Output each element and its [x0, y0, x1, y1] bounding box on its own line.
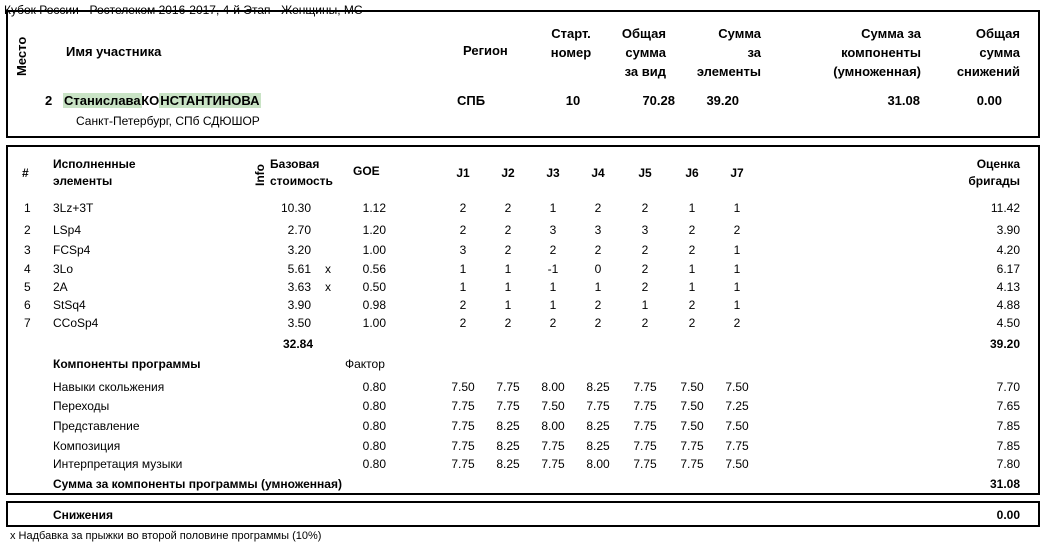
- element-judge-score: 1: [733, 280, 741, 294]
- element-judge-score: 2: [594, 316, 602, 330]
- element-goe: 0.50: [362, 280, 386, 294]
- element-judge-score: 1: [733, 262, 741, 276]
- element-judge-score: 1: [504, 280, 512, 294]
- element-judge-score: 2: [641, 280, 649, 294]
- element-name: StSq4: [53, 298, 86, 312]
- component-judge-score: 7.75: [496, 380, 520, 394]
- component-judge-score: 7.50: [725, 380, 749, 394]
- element-name: FCSp4: [53, 243, 91, 257]
- element-number: 5: [24, 280, 31, 294]
- element-judge-score: 2: [504, 201, 512, 215]
- component-panel-score: 7.85: [996, 439, 1020, 453]
- component-panel-score: 7.85: [996, 419, 1020, 433]
- element-judge-score: 2: [594, 243, 602, 257]
- element-judge-score: 2: [504, 223, 512, 237]
- panel-header: Оценка бригады: [968, 157, 1020, 188]
- judge-header-7: J7: [730, 166, 744, 180]
- element-judge-score: 1: [459, 262, 467, 276]
- component-judge-score: 8.00: [541, 380, 565, 394]
- element-panel-score: 4.88: [996, 298, 1020, 312]
- component-judge-score: 7.75: [541, 457, 565, 471]
- component-judge-score: 7.75: [633, 399, 657, 413]
- element-base: 2.70: [287, 223, 311, 237]
- component-judge-score: 7.75: [633, 380, 657, 394]
- judge-header-5: J5: [638, 166, 652, 180]
- component-judge-score: 8.25: [496, 419, 520, 433]
- element-goe: 1.00: [362, 243, 386, 257]
- element-judge-score: 2: [549, 316, 557, 330]
- component-judge-score: 7.50: [451, 380, 475, 394]
- component-judge-score: 8.25: [586, 380, 610, 394]
- judge-header-3: J3: [546, 166, 560, 180]
- element-judge-score: 1: [549, 201, 557, 215]
- deductions-header: Общая сумма снижений: [956, 26, 1020, 79]
- judge-header-6: J6: [685, 166, 699, 180]
- footnote: x Надбавка за прыжки во второй половине программы (10%): [10, 530, 322, 542]
- component-name: Интерпретация музыки: [53, 457, 183, 471]
- element-judge-score: 2: [641, 201, 649, 215]
- component-judge-score: 7.75: [451, 399, 475, 413]
- component-judge-score: 7.75: [451, 419, 475, 433]
- element-info: x: [325, 262, 331, 276]
- component-name: Переходы: [53, 399, 110, 413]
- elements-sum-header: Сумма за элементы: [696, 26, 761, 79]
- element-info: x: [325, 280, 331, 294]
- element-base: 3.63: [287, 280, 311, 294]
- element-judge-score: 1: [549, 298, 557, 312]
- component-factor: 0.80: [362, 439, 386, 453]
- element-judge-score: 1: [733, 298, 741, 312]
- element-judge-score: 2: [733, 316, 741, 330]
- page-title: Кубок России - Ростелеком 2016-2017, 4-й Этап - Женщины, МС: [4, 3, 363, 17]
- skater-last-name: НСТАНТИНОВА: [160, 93, 260, 108]
- skater-components: 31.08: [887, 93, 920, 108]
- element-panel-score: 11.42: [990, 201, 1020, 215]
- element-judge-score: 2: [688, 243, 696, 257]
- element-judge-score: 3: [594, 223, 602, 237]
- element-number: 3: [24, 243, 31, 257]
- goe-header: GOE: [353, 164, 380, 178]
- component-factor: 0.80: [362, 380, 386, 394]
- element-name: LSp4: [53, 223, 82, 237]
- element-judge-score: 2: [641, 316, 649, 330]
- skater-total: 70.28: [642, 93, 675, 108]
- element-judge-score: 2: [459, 316, 467, 330]
- name-header: Имя участника: [66, 44, 162, 59]
- component-judge-score: 7.75: [451, 457, 475, 471]
- component-name: Композиция: [53, 439, 121, 453]
- element-name: 2A: [53, 280, 68, 294]
- element-goe: 1.20: [362, 223, 386, 237]
- element-judge-score: 3: [549, 223, 557, 237]
- element-judge-score: 1: [688, 280, 696, 294]
- component-judge-score: 7.75: [633, 439, 657, 453]
- component-judge-score: 7.75: [541, 439, 565, 453]
- element-goe: 1.00: [362, 316, 386, 330]
- place-header: Место: [14, 36, 29, 76]
- component-judge-score: 8.25: [586, 419, 610, 433]
- element-judge-score: 2: [594, 201, 602, 215]
- element-judge-score: 2: [688, 223, 696, 237]
- element-number: 4: [24, 262, 31, 276]
- region-header: Регион: [463, 43, 508, 58]
- element-number: 2: [24, 223, 31, 237]
- element-goe: 0.56: [362, 262, 386, 276]
- component-judge-score: 8.00: [541, 419, 565, 433]
- base-total: 32.84: [282, 337, 313, 351]
- component-judge-score: 8.25: [496, 439, 520, 453]
- judge-header-1: J1: [456, 166, 470, 180]
- skater-last-name-prefix: КО: [141, 93, 160, 108]
- element-judge-score: 1: [688, 262, 696, 276]
- skater-first-name: Станислава: [64, 93, 141, 108]
- skater-elements: 39.20: [706, 93, 739, 108]
- element-judge-score: 2: [504, 243, 512, 257]
- component-panel-score: 7.80: [996, 457, 1020, 471]
- element-judge-score: 1: [733, 243, 741, 257]
- element-judge-score: 2: [688, 298, 696, 312]
- deductions-label: Снижения: [53, 508, 113, 522]
- element-judge-score: 2: [549, 243, 557, 257]
- element-judge-score: 1: [459, 280, 467, 294]
- element-judge-score: 1: [504, 262, 512, 276]
- element-judge-score: 1: [688, 201, 696, 215]
- skater-place: 2: [45, 93, 53, 108]
- skater-name: [63, 93, 261, 108]
- component-judge-score: 7.75: [725, 439, 749, 453]
- element-judge-score: 1: [549, 280, 557, 294]
- element-base: 10.30: [280, 201, 311, 215]
- element-goe: 0.98: [362, 298, 386, 312]
- component-factor: 0.80: [362, 399, 386, 413]
- judge-header-4: J4: [591, 166, 605, 180]
- element-number: 7: [24, 316, 31, 330]
- element-judge-score: 2: [733, 223, 741, 237]
- judge-header-2: J2: [501, 166, 515, 180]
- element-name: CCoSp4: [53, 316, 99, 330]
- deductions-value: 0.00: [996, 508, 1020, 522]
- component-judge-score: 8.25: [496, 457, 520, 471]
- element-goe: 1.12: [362, 201, 386, 215]
- component-judge-score: 8.00: [586, 457, 610, 471]
- element-judge-score: -1: [547, 262, 559, 276]
- skater-deductions: 0.00: [976, 93, 1002, 108]
- components-total-value: 31.08: [989, 477, 1020, 491]
- element-panel-score: 4.20: [996, 243, 1020, 257]
- components-sum-header: Сумма за компоненты (умноженная): [833, 26, 921, 79]
- element-number: 6: [24, 298, 31, 312]
- element-judge-score: 3: [459, 243, 467, 257]
- element-judge-score: 1: [733, 201, 741, 215]
- skater-start-no: 10: [565, 93, 581, 108]
- start-no-header: Старт. номер: [550, 26, 592, 60]
- elements-total: 39.20: [989, 337, 1020, 351]
- component-judge-score: 7.50: [680, 380, 704, 394]
- element-name: 3Lo: [53, 262, 74, 276]
- element-judge-score: 2: [641, 262, 649, 276]
- element-number: 1: [24, 201, 31, 215]
- element-judge-score: 2: [594, 298, 602, 312]
- element-judge-score: 2: [504, 316, 512, 330]
- element-judge-score: 2: [459, 223, 467, 237]
- components-total-label: Сумма за компоненты программы (умноженная): [53, 477, 342, 491]
- element-base: 5.61: [287, 262, 311, 276]
- element-judge-score: 2: [459, 201, 467, 215]
- component-judge-score: 7.75: [586, 399, 610, 413]
- component-judge-score: 7.75: [680, 439, 704, 453]
- num-header: #: [22, 166, 29, 180]
- skater-region: СПБ: [457, 93, 486, 108]
- component-judge-score: 7.50: [725, 457, 749, 471]
- component-judge-score: 7.75: [496, 399, 520, 413]
- base-header: Базовая стоимость: [270, 157, 333, 188]
- element-judge-score: 3: [641, 223, 649, 237]
- component-factor: 0.80: [362, 419, 386, 433]
- component-judge-score: 7.50: [725, 419, 749, 433]
- component-judge-score: 7.50: [680, 399, 704, 413]
- element-panel-score: 6.17: [996, 262, 1020, 276]
- element-panel-score: 4.50: [996, 316, 1020, 330]
- component-judge-score: 8.25: [586, 439, 610, 453]
- components-header: Компоненты программы: [53, 357, 201, 371]
- factor-header: Фактор: [345, 357, 385, 371]
- component-panel-score: 7.70: [996, 380, 1020, 394]
- element-judge-score: 1: [504, 298, 512, 312]
- component-factor: 0.80: [362, 457, 386, 471]
- component-judge-score: 7.50: [541, 399, 565, 413]
- component-judge-score: 7.75: [633, 457, 657, 471]
- element-panel-score: 4.13: [996, 280, 1020, 294]
- total-header: Общая сумма за вид: [621, 26, 666, 79]
- element-judge-score: 2: [459, 298, 467, 312]
- element-panel-score: 3.90: [996, 223, 1020, 237]
- elements-header: Исполненные элементы: [53, 157, 136, 188]
- deductions-box: [6, 501, 1040, 527]
- element-judge-score: 1: [594, 280, 602, 294]
- component-judge-score: 7.75: [680, 457, 704, 471]
- element-judge-score: 2: [641, 243, 649, 257]
- element-judge-score: 0: [594, 262, 602, 276]
- component-judge-score: 7.75: [633, 419, 657, 433]
- element-judge-score: 1: [641, 298, 649, 312]
- element-base: 3.20: [287, 243, 311, 257]
- element-base: 3.90: [287, 298, 311, 312]
- component-panel-score: 7.65: [996, 399, 1020, 413]
- component-judge-score: 7.50: [680, 419, 704, 433]
- component-name: Представление: [53, 419, 140, 433]
- element-base: 3.50: [287, 316, 311, 330]
- component-judge-score: 7.75: [451, 439, 475, 453]
- info-header: Info: [253, 164, 267, 186]
- element-judge-score: 2: [688, 316, 696, 330]
- component-name: Навыки скольжения: [53, 380, 165, 394]
- element-name: 3Lz+3T: [53, 201, 94, 215]
- component-judge-score: 7.25: [725, 399, 749, 413]
- skater-club: Санкт-Петербург, СПб СДЮШОР: [76, 114, 260, 128]
